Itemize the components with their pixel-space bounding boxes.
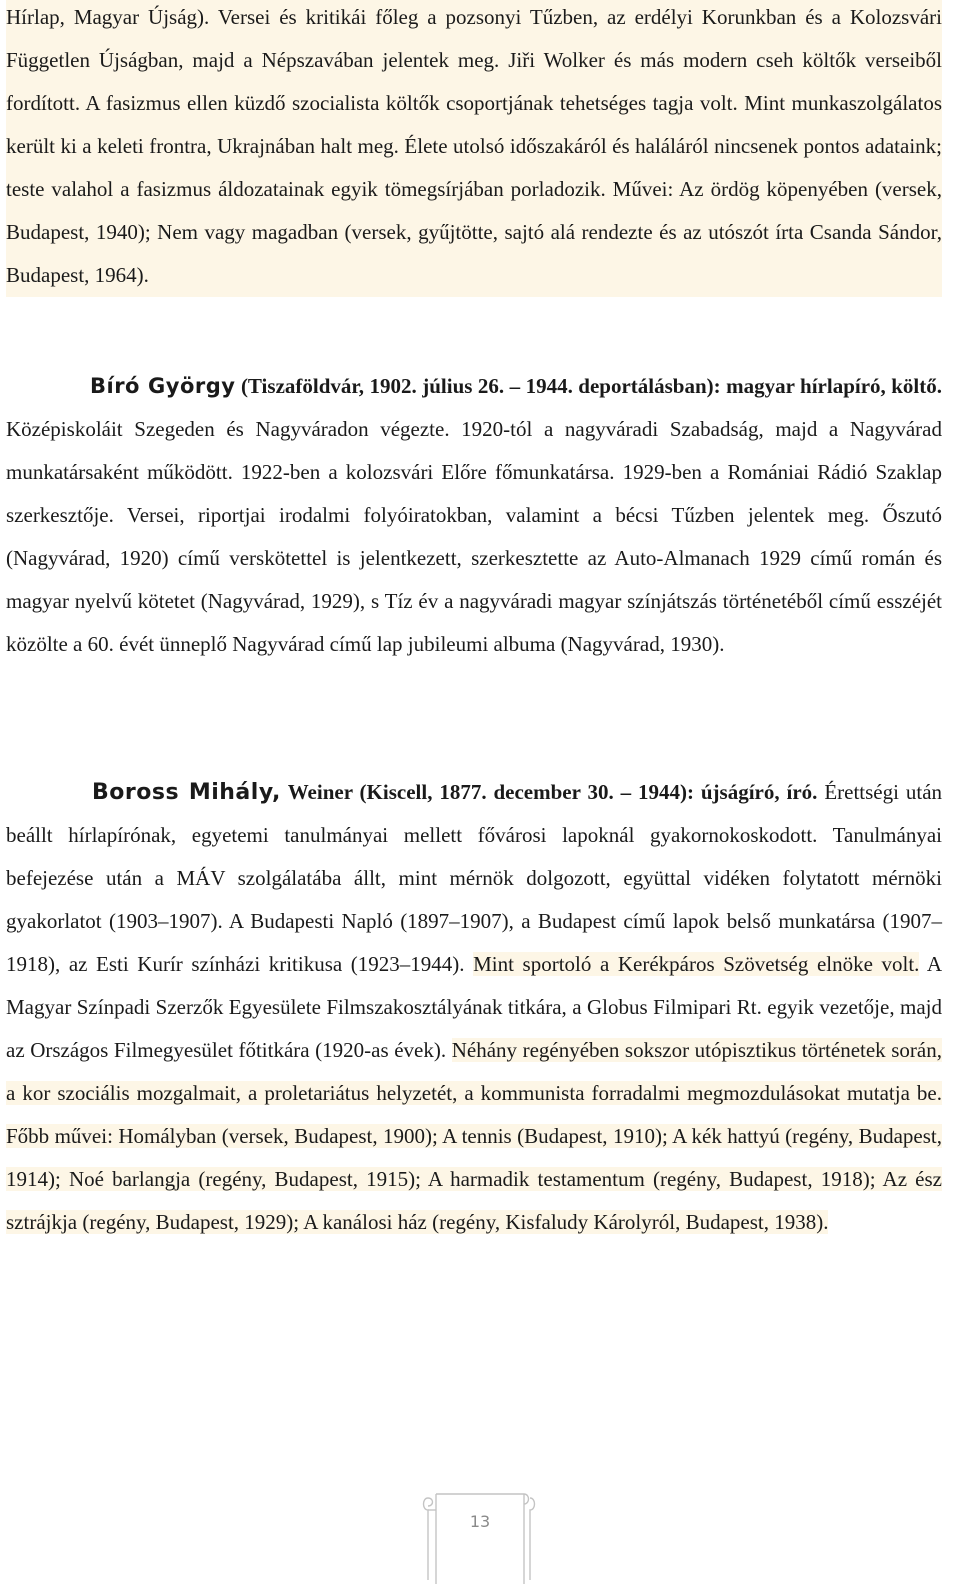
entry-body-boross-highlight-2: Néhány regényében sokszor utópisztikus történetek során, a kor szociális mozgalmait, a proletariátus helyzetét, a kommunista forradalmi megmozdulásokat mutatja be. Főbb művei: Homályban (versek, Budapest, 1900); A tennis (Budapest, 1910); A kék hattyú (regény, Budapest, 1914); Noé barlangja (regény, Budapest, 1915); A harmadik testamentum (regény, Budapest, 1918); Az ész sztrájkja (regény, Budapest, 1929); A kanálosi ház (regény, Kisfaludy Károlyról, Budapest, 1938). xyxy=(6,1038,942,1234)
entry-body-boross-2: A Magyar Színpadi Szerzők Egyesülete Filmszakosztályának titkára, a Globus Filmipari Rt. egyik vezetője, majd az Országos Filmegyesület főtitkára (1920-as évek). xyxy=(6,952,943,1062)
entry-heading-boross-role: : újságíró, író. xyxy=(686,780,818,804)
paragraph-boross-mihaly xyxy=(6,771,942,1244)
paragraph-intro: Hírlap, Magyar Újság). Versei és kritikái főleg a pozsonyi Tűzben, az erdélyi Korunkban és a Kolozsvári Független Újságban, majd a Népszavában jelentek meg. Jiři Wolker és más modern cseh költők verseiből fordított. A fasizmus ellen küzdő szocialista költők csoportjának tehetséges tagja volt. Mint munkaszolgálatos került ki a keleti frontra, Ukrajnában halt meg. Élete utolsó időszakáról és haláláról nincsenek pontos adataink; teste valahol a fasizmus áldozatainak egyik tömegsírjában porladozik. Művei: Az ördög köpenyében (versek, Budapest, 1940); Nem vagy magadban (versek, gyűjtötte, sajtó alá rendezte és az utószót írta Csanda Sándor, Budapest, 1964). xyxy=(6,0,942,297)
entry-body-boross-highlight-1: Mint sportoló a Kerékpáros Szövetség elnöke volt. xyxy=(473,952,920,976)
entry-heading-boross: Weiner (Kiscell, 1877. december 30. – 1944) xyxy=(287,780,687,804)
page-footer xyxy=(418,1488,542,1584)
entry-name-boross: Boross Mihály, xyxy=(92,780,281,805)
entry-body-biro: Középiskoláit Szegeden és Nagyváradon végezte. 1920-tól a nagyváradi Szabadság, majd a Nagyvárad munkatársaként működött. 1922-ben a kolozsvári Előre főmunkatársa. 1929-ben a Romániai Rádió Szaklap szerkesztője. Versei, riportjai irodalmi folyóiratokban, valamint a bécsi Tűzben jelentek meg. Őszutó (Nagyvárad, 1920) című verskötettel is jelentkezett, szerkesztette az Auto-Almanach 1929 című román és magyar nyelvű kötetet (Nagyvárad, 1929), s Tíz év a nagyváradi magyar színjátszás történetéből című esszéjét közölte a 60. évét ünneplő Nagyvárad című lap jubileumi albuma (Nagyvárad, 1930). xyxy=(6,417,942,656)
entry-body-boross: Érettségi után beállt hírlapírónak, egyetemi tanulmányai mellett fővárosi lapoknál gyakornokoskodott. Tanulmányai befejezése után a MÁV szolgálatába állt, mint mérnök dolgozott, együttal vidéken folytatott mérnöki gyakorlatot (1903–1907). A Budapesti Napló (1897–1907), a Budapest című lapok belső munkatársa (1907–1918), az Esti Kurír színházi kritikusa (1923–1944). xyxy=(6,780,943,976)
page-number: 13 xyxy=(469,1512,491,1531)
entry-name-biro: Bíró György xyxy=(90,374,236,398)
paragraph-biro-gyorgy xyxy=(6,365,942,666)
entry-heading-biro: (Tiszaföldvár, 1902. július 26. – 1944. deportálásban): magyar hírlapíró, költő. xyxy=(240,374,942,398)
scroll-banner-icon xyxy=(418,1488,542,1584)
